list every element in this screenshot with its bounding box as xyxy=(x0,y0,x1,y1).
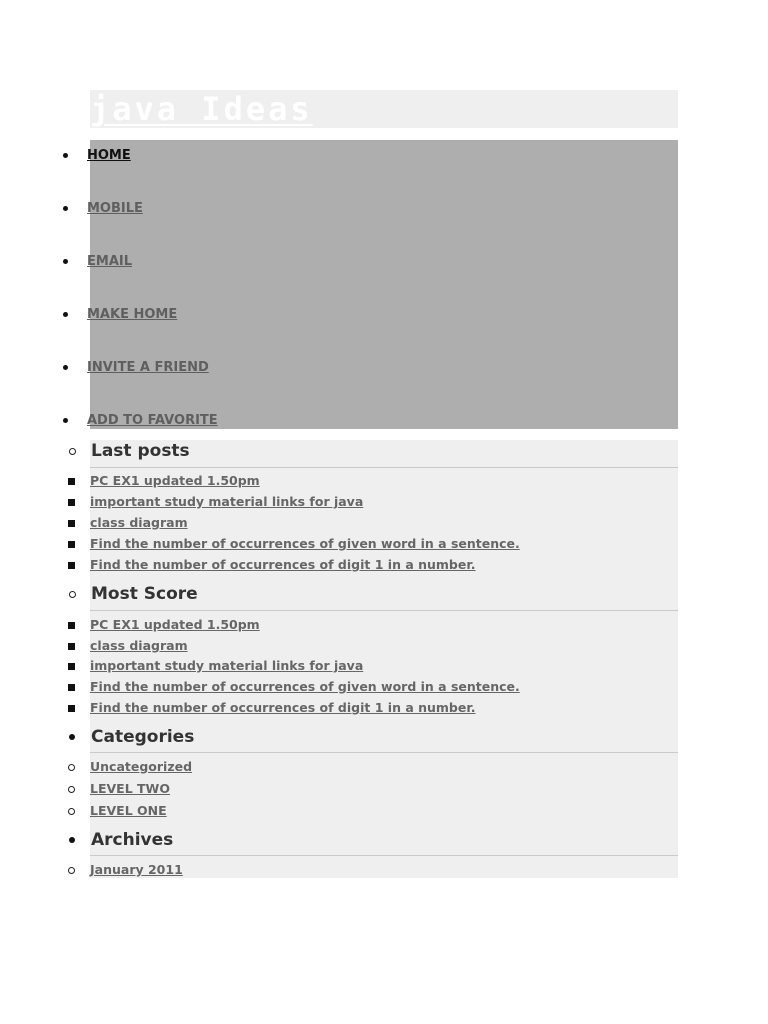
post-link[interactable]: Find the number of occurrences of given word in a sentence. xyxy=(90,536,520,551)
post-link[interactable]: Find the number of occurrences of digit 1 in a number. xyxy=(90,700,476,715)
list-item xyxy=(66,637,678,655)
section-title-archives: Archives xyxy=(91,830,174,850)
archive-link[interactable]: January 2011 xyxy=(90,862,183,877)
nav-panel xyxy=(90,140,678,429)
circle-bullet-icon xyxy=(68,764,75,771)
list-item xyxy=(66,657,678,675)
list-item xyxy=(66,472,678,490)
nav-link-home[interactable]: HOME xyxy=(87,148,131,163)
list-item xyxy=(66,861,678,879)
post-link[interactable]: class diagram xyxy=(90,638,188,653)
list-item xyxy=(66,802,678,820)
list-item xyxy=(66,678,678,696)
bullet-icon xyxy=(63,312,68,317)
category-link[interactable]: Uncategorized xyxy=(90,759,193,774)
circle-bullet-icon xyxy=(69,448,76,455)
post-link[interactable]: Find the number of occurrences of given word in a sentence. xyxy=(90,679,520,694)
circle-bullet-icon xyxy=(68,786,75,793)
category-link[interactable]: LEVEL ONE xyxy=(90,803,167,818)
divider xyxy=(90,752,678,753)
list-item xyxy=(66,556,678,574)
site-title-link[interactable]: java Ideas xyxy=(90,90,313,128)
bullet-icon xyxy=(69,734,75,740)
list-item xyxy=(66,535,678,553)
nav-link-make-home[interactable]: MAKE HOME xyxy=(87,307,178,322)
divider xyxy=(90,610,678,611)
nav-link-mobile[interactable]: MOBILE xyxy=(87,201,143,216)
nav-link-email[interactable]: EMAIL xyxy=(87,254,132,269)
list-item xyxy=(66,514,678,532)
site-header xyxy=(90,90,678,128)
square-bullet-icon xyxy=(68,562,75,569)
bullet-icon xyxy=(63,418,68,423)
post-link[interactable]: PC EX1 updated 1.50pm xyxy=(90,473,260,488)
divider xyxy=(90,855,678,856)
square-bullet-icon xyxy=(68,478,75,485)
list-item xyxy=(66,616,678,634)
nav-link-add-favorite[interactable]: ADD TO FAVORITE xyxy=(87,413,218,428)
post-link[interactable]: PC EX1 updated 1.50pm xyxy=(90,617,260,632)
bullet-icon xyxy=(69,837,75,843)
divider xyxy=(90,467,678,468)
list-item xyxy=(66,493,678,511)
section-title-categories: Categories xyxy=(91,727,195,747)
section-title-last-posts: Last posts xyxy=(91,441,190,461)
bullet-icon xyxy=(63,206,68,211)
square-bullet-icon xyxy=(68,499,75,506)
square-bullet-icon xyxy=(68,684,75,691)
circle-bullet-icon xyxy=(68,808,75,815)
category-link[interactable]: LEVEL TWO xyxy=(90,781,170,796)
square-bullet-icon xyxy=(68,520,75,527)
square-bullet-icon xyxy=(68,643,75,650)
square-bullet-icon xyxy=(68,541,75,548)
circle-bullet-icon xyxy=(68,867,75,874)
list-item xyxy=(66,780,678,798)
post-link[interactable]: class diagram xyxy=(90,515,188,530)
square-bullet-icon xyxy=(68,622,75,629)
bullet-icon xyxy=(63,365,68,370)
list-item xyxy=(66,699,678,717)
square-bullet-icon xyxy=(68,705,75,712)
square-bullet-icon xyxy=(68,663,75,670)
post-link[interactable]: Find the number of occurrences of digit 1 in a number. xyxy=(90,557,476,572)
post-link[interactable]: important study material links for java xyxy=(90,658,364,673)
list-item xyxy=(66,758,678,776)
bullet-icon xyxy=(63,259,68,264)
nav-link-invite-friend[interactable]: INVITE A FRIEND xyxy=(87,360,209,375)
post-link[interactable]: important study material links for java xyxy=(90,494,364,509)
section-title-most-score: Most Score xyxy=(91,584,198,604)
bullet-icon xyxy=(63,153,68,158)
circle-bullet-icon xyxy=(69,591,76,598)
